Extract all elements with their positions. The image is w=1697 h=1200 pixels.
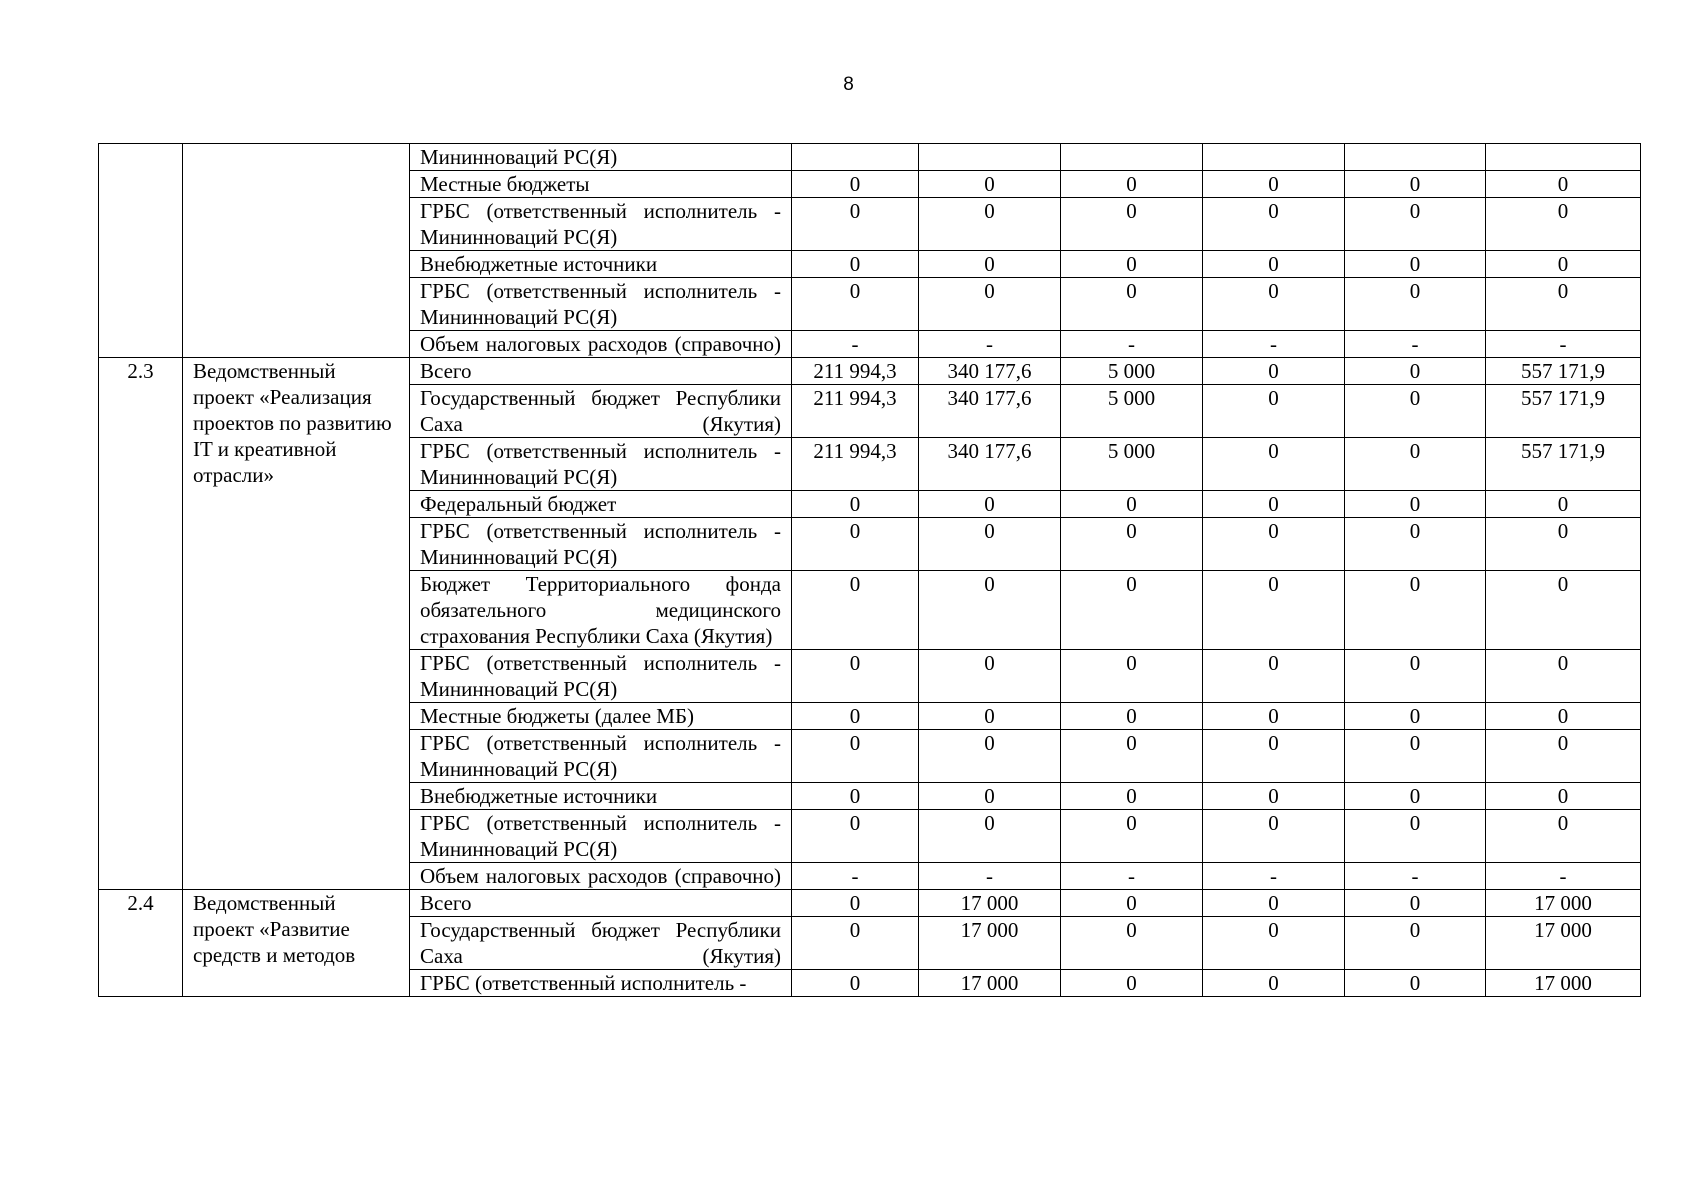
amount-cell: 0: [1345, 890, 1486, 917]
amount-cell: 0: [919, 703, 1061, 730]
amount-cell: -: [919, 863, 1061, 890]
amount-cell: 5 000: [1061, 358, 1203, 385]
amount-cell: 17 000: [919, 917, 1061, 970]
amount-cell: 0: [1061, 970, 1203, 997]
amount-cell: 0: [792, 518, 919, 571]
amount-cell: 0: [1345, 810, 1486, 863]
amount-cell: -: [1486, 863, 1641, 890]
amount-cell: 0: [792, 571, 919, 650]
amount-cell: 0: [792, 970, 919, 997]
amount-cell: 340 177,6: [919, 438, 1061, 491]
amount-cell: 0: [1203, 518, 1345, 571]
amount-cell: 0: [1061, 518, 1203, 571]
amount-cell: 0: [1345, 703, 1486, 730]
amount-cell: 17 000: [919, 970, 1061, 997]
project-name-cell: Ведомственный проект «Реализация проектов по развитию IT и креативной отрасли»: [183, 358, 410, 890]
amount-cell: 0: [1486, 518, 1641, 571]
amount-cell: 0: [1203, 278, 1345, 331]
amount-cell: 5 000: [1061, 438, 1203, 491]
amount-cell: 0: [1486, 278, 1641, 331]
funding-source-cell: Бюджет Территориального фонда обязательного медицинского страхования Республики Саха (Якутия): [410, 571, 792, 650]
amount-cell: 557 171,9: [1486, 438, 1641, 491]
amount-cell: 0: [1061, 890, 1203, 917]
amount-cell: 0: [1203, 571, 1345, 650]
amount-cell: 0: [1486, 783, 1641, 810]
funding-source-cell: ГРБС (ответственный исполнитель - Мининноваций РС(Я): [410, 810, 792, 863]
amount-cell: [1486, 144, 1641, 171]
amount-cell: 0: [1486, 171, 1641, 198]
amount-cell: 0: [1203, 251, 1345, 278]
amount-cell: 0: [1061, 730, 1203, 783]
amount-cell: 0: [792, 198, 919, 251]
amount-cell: 0: [1345, 917, 1486, 970]
amount-cell: 0: [1203, 438, 1345, 491]
amount-cell: 0: [792, 278, 919, 331]
amount-cell: 211 994,3: [792, 385, 919, 438]
amount-cell: 0: [1061, 171, 1203, 198]
table-row: [99, 144, 1641, 171]
amount-cell: 0: [1203, 385, 1345, 438]
amount-cell: 0: [919, 278, 1061, 331]
amount-cell: 0: [792, 251, 919, 278]
amount-cell: 0: [1345, 730, 1486, 783]
funding-source-cell: ГРБС (ответственный исполнитель - Мининноваций РС(Я): [410, 518, 792, 571]
project-name-cell: Ведомственный проект «Развитие средств и методов: [183, 890, 410, 997]
amount-cell: 0: [919, 491, 1061, 518]
amount-cell: 0: [1345, 198, 1486, 251]
amount-cell: -: [1061, 331, 1203, 358]
amount-cell: -: [1486, 331, 1641, 358]
amount-cell: 211 994,3: [792, 438, 919, 491]
amount-cell: 17 000: [1486, 890, 1641, 917]
amount-cell: 0: [919, 650, 1061, 703]
amount-cell: 0: [1345, 251, 1486, 278]
funding-source-cell: Мининноваций РС(Я): [410, 144, 792, 171]
funding-source-cell: Федеральный бюджет: [410, 491, 792, 518]
funding-source-cell: ГРБС (ответственный исполнитель - Мининноваций РС(Я): [410, 730, 792, 783]
amount-cell: 0: [1345, 278, 1486, 331]
table-row: [99, 890, 1641, 917]
amount-cell: [1345, 144, 1486, 171]
amount-cell: 0: [1203, 917, 1345, 970]
amount-cell: 0: [1203, 970, 1345, 997]
amount-cell: -: [1345, 331, 1486, 358]
amount-cell: 340 177,6: [919, 385, 1061, 438]
amount-cell: [919, 144, 1061, 171]
amount-cell: 0: [1345, 970, 1486, 997]
amount-cell: 0: [1203, 783, 1345, 810]
amount-cell: 0: [1345, 358, 1486, 385]
item-number-cell: [99, 144, 183, 358]
funding-source-cell: ГРБС (ответственный исполнитель - Мининноваций РС(Я): [410, 650, 792, 703]
amount-cell: 0: [1486, 650, 1641, 703]
amount-cell: -: [1203, 331, 1345, 358]
amount-cell: 0: [792, 171, 919, 198]
funding-source-cell: Государственный бюджет Республики Саха (Якутия): [410, 917, 792, 970]
amount-cell: 0: [1203, 810, 1345, 863]
amount-cell: 0: [1203, 650, 1345, 703]
amount-cell: [792, 144, 919, 171]
amount-cell: 0: [792, 783, 919, 810]
funding-source-cell: Внебюджетные источники: [410, 251, 792, 278]
amount-cell: 17 000: [1486, 917, 1641, 970]
table-row: [99, 358, 1641, 385]
amount-cell: 0: [1486, 251, 1641, 278]
amount-cell: 0: [1061, 703, 1203, 730]
amount-cell: 557 171,9: [1486, 358, 1641, 385]
amount-cell: 0: [1203, 491, 1345, 518]
amount-cell: 0: [1345, 491, 1486, 518]
funding-source-cell: ГРБС (ответственный исполнитель -: [410, 970, 792, 997]
amount-cell: 0: [1061, 198, 1203, 251]
amount-cell: 0: [792, 703, 919, 730]
amount-cell: 340 177,6: [919, 358, 1061, 385]
amount-cell: 0: [1345, 385, 1486, 438]
amount-cell: 0: [919, 571, 1061, 650]
amount-cell: 0: [792, 810, 919, 863]
amount-cell: 0: [919, 171, 1061, 198]
amount-cell: -: [919, 331, 1061, 358]
funding-source-cell: Государственный бюджет Республики Саха (Якутия): [410, 385, 792, 438]
page-number: 8: [843, 74, 854, 95]
amount-cell: 0: [1203, 703, 1345, 730]
amount-cell: 0: [792, 730, 919, 783]
amount-cell: 211 994,3: [792, 358, 919, 385]
amount-cell: 0: [919, 251, 1061, 278]
amount-cell: 0: [919, 518, 1061, 571]
amount-cell: 0: [1061, 278, 1203, 331]
amount-cell: 0: [1345, 518, 1486, 571]
amount-cell: 0: [1486, 491, 1641, 518]
amount-cell: 0: [1061, 783, 1203, 810]
amount-cell: 0: [1345, 650, 1486, 703]
amount-cell: 0: [1345, 571, 1486, 650]
amount-cell: 0: [1486, 730, 1641, 783]
amount-cell: 0: [1203, 198, 1345, 251]
amount-cell: 0: [919, 810, 1061, 863]
amount-cell: 0: [919, 783, 1061, 810]
amount-cell: 0: [919, 730, 1061, 783]
amount-cell: 0: [1345, 783, 1486, 810]
amount-cell: 0: [1345, 171, 1486, 198]
amount-cell: 557 171,9: [1486, 385, 1641, 438]
amount-cell: 0: [1061, 810, 1203, 863]
amount-cell: 0: [1203, 171, 1345, 198]
amount-cell: 0: [792, 917, 919, 970]
funding-source-cell: ГРБС (ответственный исполнитель - Мининноваций РС(Я): [410, 198, 792, 251]
funding-source-cell: Всего: [410, 890, 792, 917]
amount-cell: 0: [792, 650, 919, 703]
budget-table: [98, 143, 1641, 997]
funding-source-cell: ГРБС (ответственный исполнитель - Мининноваций РС(Я): [410, 438, 792, 491]
amount-cell: -: [1061, 863, 1203, 890]
table-body: [99, 144, 1641, 997]
amount-cell: 0: [919, 198, 1061, 251]
amount-cell: 0: [1061, 251, 1203, 278]
amount-cell: [1203, 144, 1345, 171]
amount-cell: [1061, 144, 1203, 171]
amount-cell: 0: [1061, 491, 1203, 518]
amount-cell: 0: [1203, 730, 1345, 783]
item-number-cell: 2.4: [99, 890, 183, 997]
amount-cell: 0: [1345, 438, 1486, 491]
funding-source-cell: Объем налоговых расходов (справочно): [410, 863, 792, 890]
amount-cell: 0: [1486, 198, 1641, 251]
amount-cell: 0: [1203, 890, 1345, 917]
amount-cell: 0: [1061, 650, 1203, 703]
amount-cell: 0: [1486, 810, 1641, 863]
amount-cell: -: [1345, 863, 1486, 890]
funding-source-cell: Внебюджетные источники: [410, 783, 792, 810]
amount-cell: 0: [1486, 571, 1641, 650]
amount-cell: 0: [1061, 571, 1203, 650]
amount-cell: 0: [1061, 917, 1203, 970]
amount-cell: -: [792, 863, 919, 890]
amount-cell: 0: [792, 890, 919, 917]
amount-cell: 0: [1203, 358, 1345, 385]
funding-source-cell: Всего: [410, 358, 792, 385]
amount-cell: 17 000: [919, 890, 1061, 917]
item-number-cell: 2.3: [99, 358, 183, 890]
amount-cell: 5 000: [1061, 385, 1203, 438]
amount-cell: -: [792, 331, 919, 358]
funding-source-cell: ГРБС (ответственный исполнитель - Мининноваций РС(Я): [410, 278, 792, 331]
funding-source-cell: Местные бюджеты (далее МБ): [410, 703, 792, 730]
amount-cell: 0: [1486, 703, 1641, 730]
amount-cell: 17 000: [1486, 970, 1641, 997]
amount-cell: 0: [792, 491, 919, 518]
amount-cell: -: [1203, 863, 1345, 890]
project-name-cell: [183, 144, 410, 358]
funding-source-cell: Объем налоговых расходов (справочно): [410, 331, 792, 358]
funding-source-cell: Местные бюджеты: [410, 171, 792, 198]
